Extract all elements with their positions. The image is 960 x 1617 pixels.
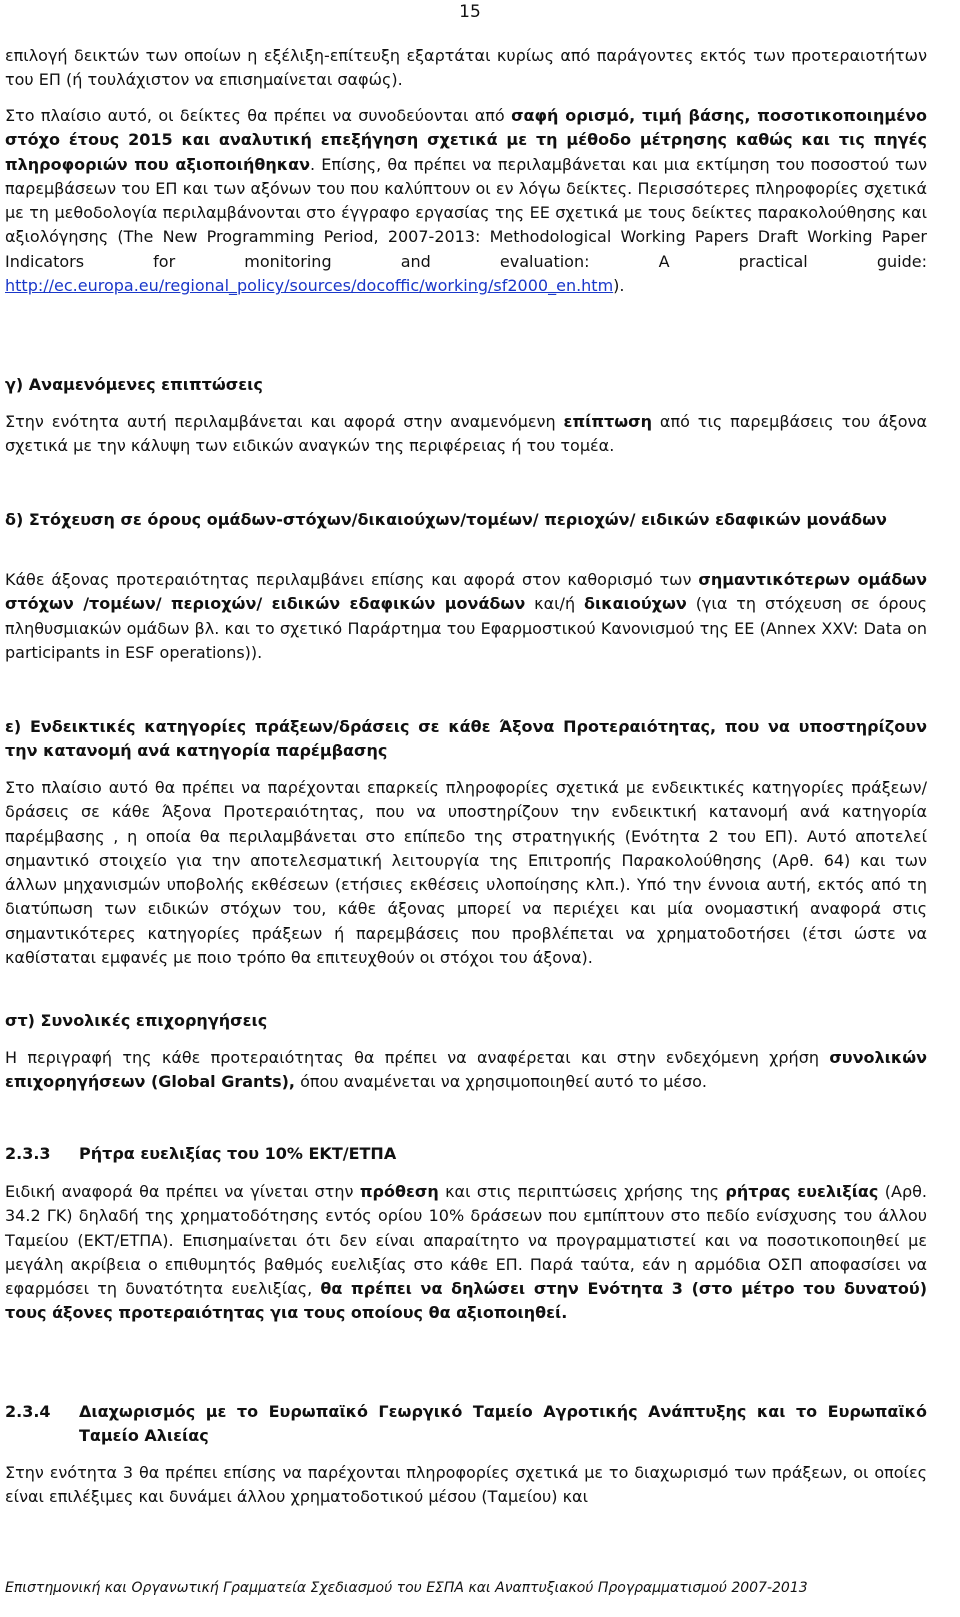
text-run: . Επίσης, θα πρέπει να περιλαμβάνεται και μια εκτίμηση του ποσοστού των παρεμβάσεων του ΕΠ και των αξόνων του που καλύπτουν οι εν λόγω δείκτες. Περισσότερες πληροφορίες σχετικά με τη μεθοδολογία περιλαμβάνονται στο έγγραφο εργασίας της ΕΕ σχετικά με τους δείκτες παρακολούθησης και αξιολόγησης (The New Programming Period, 2007-2013: Methodological Working Papers Draft Working Paper Indicators for monitoring and evaluation: A practical guide: (5, 154, 928, 271)
bold-run: πρόθεση (359, 1182, 439, 1201)
paragraph-flexibility-clause (5, 1180, 927, 1326)
page-number: 15 (459, 2, 481, 22)
heading-targeting: δ) Στόχευση σε όρους ομάδων-στόχων/δικαιούχων/τομέων/ περιοχών/ ειδικών εδαφικών μονάδων (5, 510, 887, 529)
section-title-eafrd-eff: Διαχωρισμός με το Ευρωπαϊκό Γεωργικό Ταμείο Αγροτικής Ανάπτυξης και το Ευρωπαϊκό Ταμείο Αλιείας (79, 1402, 927, 1446)
bold-run: συνολικών επιχορηγήσεων (Global Grants), (5, 1048, 927, 1092)
paragraph-expected-impacts (5, 410, 927, 459)
page-footer: Επιστημονική και Οργανωτική Γραμματεία Σχεδιασμού του ΕΣΠΑ και Αναπτυξιακού Προγραμματισμού 2007-2013 (5, 1580, 808, 1596)
text-run: όπου αναμένεται να χρησιμοποιηθεί αυτό το μέσο. (294, 1072, 707, 1092)
text-run: και/ή (525, 594, 585, 614)
text-run: Η περιγραφή της κάθε προτεραιότητας θα πρέπει να αναφέρεται και στην ενδεχόμενη χρήση (5, 1048, 830, 1067)
heading-expected-impacts: γ) Αναμενόμενες επιπτώσεις (5, 375, 263, 394)
text-run: Ειδική αναφορά θα πρέπει να γίνεται στην (5, 1182, 360, 1201)
text-run: (για τη στόχευση σε όρους πληθυσμιακών ομάδων βλ. και το σχετικό Παράρτημα του Εφαρμοστικού Κανονισμού της ΕΕ (Annex XXV: Data on participants in ESF operations)). (5, 594, 928, 662)
bold-run: ρήτρας ευελιξίας (725, 1182, 879, 1201)
paragraph-indicator-selection: επιλογή δεικτών των οποίων η εξέλιξη-επίτευξη εξαρτάται κυρίως από παράγοντες εκτός των προτεραιοτήτων του ΕΠ (ή τουλάχιστον να επισημαίνεται σαφώς). (5, 46, 927, 90)
section-number-2-3-3: 2.3.3 (5, 1144, 51, 1163)
paragraph-indicators-definition (5, 104, 927, 298)
paragraph-global-grants (5, 1046, 927, 1095)
text-run: (Αρθ. 34.2 ΓΚ) δηλαδή της χρηματοδότησης εντός ορίου 10% δράσεων που εμπίπτουν στο πεδίο ενίσχυσης του άλλου Ταμείου (ΕΚΤ/ΕΤΠΑ). Επισημαίνεται ότι δεν είναι απαραίτητο να προγραμματιστεί και να ποσοτικοποιηθεί με μεγάλη ακρίβεια ο επιθυμητός βαθμός ευελιξίας στο κάθε ΕΠ. Παρά ταύτα, εάν η αρμόδια ΟΣΠ αποφασίσει να εφαρμόσει τη δυνατότητα ευελιξίας, (5, 1182, 927, 1299)
bold-run: θα πρέπει να δηλώσει στην Ενότητα 3 (στο μέτρο του δυνατού) τους άξονες προτεραιότητας για τους οποίους θα αξιοποιηθεί. (5, 1279, 927, 1323)
section-number-2-3-4: 2.3.4 (5, 1402, 51, 1421)
heading-global-grants: στ) Συνολικές επιχορηγήσεις (5, 1011, 268, 1030)
text-run: ). (613, 276, 625, 296)
text-run: από τις παρεμβάσεις του άξονα σχετικά με την κάλυψη των ειδικών αναγκών της περιφέρειας ή του τομέα. (5, 412, 927, 456)
text-run: Κάθε άξονας προτεραιότητας περιλαμβάνει επίσης και αφορά στον καθορισμό των (5, 570, 699, 589)
bold-run: επίπτωση (563, 412, 652, 431)
bold-run: δικαιούχων (584, 594, 687, 614)
bold-run: σημαντικότερων ομάδων στόχων /τομέων/ περιοχών/ ειδικών εδαφικών μονάδων (5, 570, 928, 614)
heading-indicative-categories: ε) Ενδεικτικές κατηγορίες πράξεων/δράσεις σε κάθε Άξονα Προτεραιότητας, που να υποστηρίζουν την κατανομή ανά κατηγορία παρέμβασης (5, 717, 927, 761)
text-run: και στις περιπτώσεις χρήσης της (438, 1182, 726, 1201)
section-title-flexibility-clause: Ρήτρα ευελιξίας του 10% ΕΚΤ/ΕΤΠΑ (79, 1144, 397, 1163)
ec-europa-link[interactable]: http://ec.europa.eu/regional_policy/sources/docoffic/working/sf2000_en.htm (5, 276, 614, 296)
paragraph-targeting (5, 568, 927, 665)
bold-run: σαφή ορισμό, τιμή βάσης, ποσοτικοποιημένο στόχο έτους 2015 και αναλυτική επεξήγηση σχετικά με τη μέθοδο μέτρησης καθώς και τις πηγές πληροφοριών που αξιοποιήθηκαν (5, 106, 927, 174)
text-run: Στο πλαίσιο αυτό, οι δείκτες θα πρέπει να συνοδεύονται από (5, 106, 512, 125)
paragraph-indicative-categories: Στο πλαίσιο αυτό θα πρέπει να παρέχονται επαρκείς πληροφορίες σχετικά με ενδεικτικές κατηγορίες πράξεων/δράσεις σε κάθε Άξονα Προτεραιότητας, που να υποστηρίζουν την ενδεικτική κατανομή ανά κατηγορία παρέμβασης , η οποία θα περιλαμβάνεται στο επίπεδο της στρατηγικής (Ενότητα 2 του ΕΠ). Αυτό αποτελεί σημαντικό στοιχείο για την αποτελεσματική λειτουργία της Επιτροπής Παρακολούθησης (Αρθ. 64) και των άλλων μηχανισμών υποβολής εκθέσεων (ετήσιες εκθέσεις υλοποίησης κλπ.). Υπό την έννοια αυτή, εκτός από τη διατύπωση των ειδικών στόχων του, κάθε άξονας μπορεί να περιέχει και μία ονομαστική αναφορά στις σημαντικότερες κατηγορίες πράξεων ή παρεμβάσεις που προβλέπεται να χρηματοδοτήσει (έτσι ώστε να καθίσταται εμφανές με ποιο τρόπο θα επιτευχθούν οι στόχοι του άξονα). (5, 778, 927, 968)
paragraph-separation: Στην ενότητα 3 θα πρέπει επίσης να παρέχονται πληροφορίες σχετικά με το διαχωρισμό των πράξεων, οι οποίες είναι επιλέξιμες και δυνάμει άλλου χρηματοδοτικού μέσου (Ταμείου) και (5, 1463, 927, 1507)
text-run: Στην ενότητα αυτή περιλαμβάνεται και αφορά στην αναμενόμενη (5, 412, 564, 431)
